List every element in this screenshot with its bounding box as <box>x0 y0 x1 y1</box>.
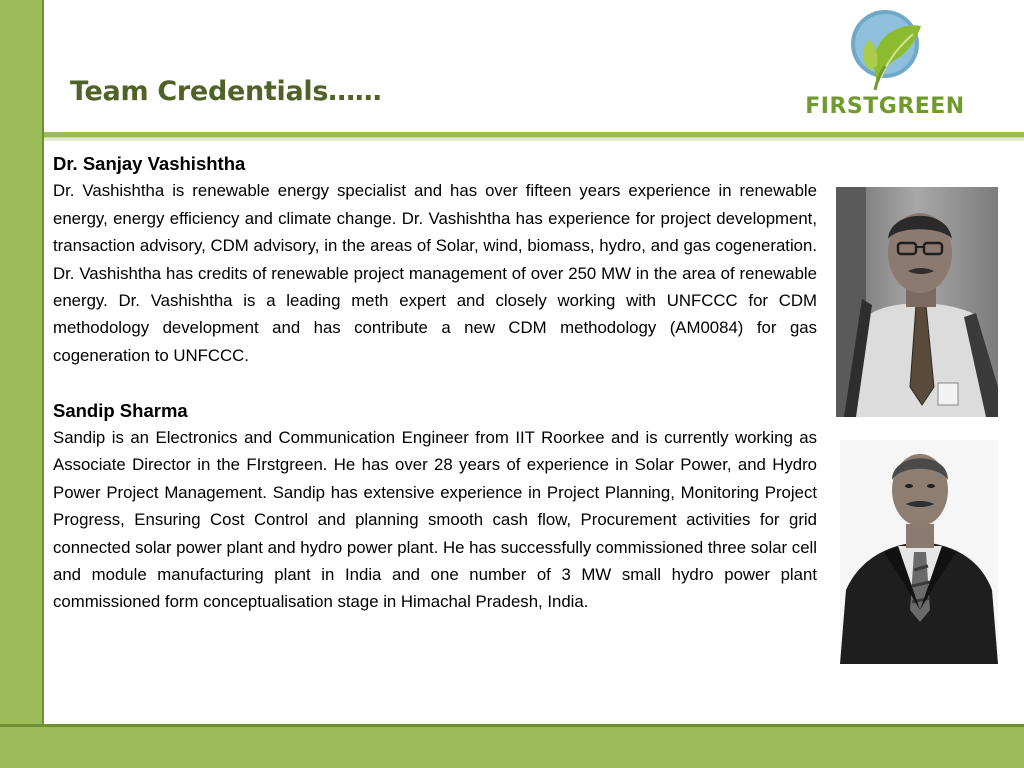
firstgreen-logo <box>805 4 965 122</box>
left-accent-bar <box>0 0 44 768</box>
person-name: Dr. Sanjay Vashishtha <box>53 153 246 174</box>
header-divider <box>44 132 1024 138</box>
slide-title: Team Credentials…… <box>70 76 382 107</box>
logo-text: FIRSTGREEN <box>805 94 965 119</box>
person-bio: Dr. Vashishtha is renewable energy specialist and has over fifteen years experience in renewable energy, energy efficiency and climate change. Dr. Vashishtha has experience for project development, transaction advisory, CDM advisory, in the areas of Solar, wind, biomass, hydro, and gas cogeneration. Dr. Vashishtha has credits of renewable project management of over 250 MW in the area of renewable energy. Dr. Vashishtha is a leading meth expert and closely working with UNFCCC for CDM methodology development and has contribute a new CDM methodology (AM0084) for gas cogeneration to UNFCCC. <box>53 181 817 365</box>
bottom-accent-bar <box>0 724 1024 768</box>
person-name: Sandip Sharma <box>53 399 188 421</box>
credentials-content <box>53 150 817 616</box>
portrait-photo <box>840 440 998 664</box>
person-bio: Sandip is an Electronics and Communication Engineer from IIT Roorkee and is currently working as Associate Director in the FIrstgreen. He has over 28 years of experience in Solar Power, and Hydro Power Project Management. Sandip has extensive experience in Project Planning, Monitoring Project Progress, Ensuring Cost Control and planning smooth cash flow, Procurement activities for grid connected solar power plant and hydro power plant. He has successfully commissioned three solar cell and module manufacturing plant in India and one number of 3 MW small hydro power plant commissioned form conceptualisation stage in Himachal Pradesh, India. <box>53 428 817 612</box>
person-section <box>53 150 817 369</box>
leaf-logo-icon <box>847 4 927 92</box>
person-section <box>53 397 817 616</box>
portrait-photo <box>836 187 998 417</box>
